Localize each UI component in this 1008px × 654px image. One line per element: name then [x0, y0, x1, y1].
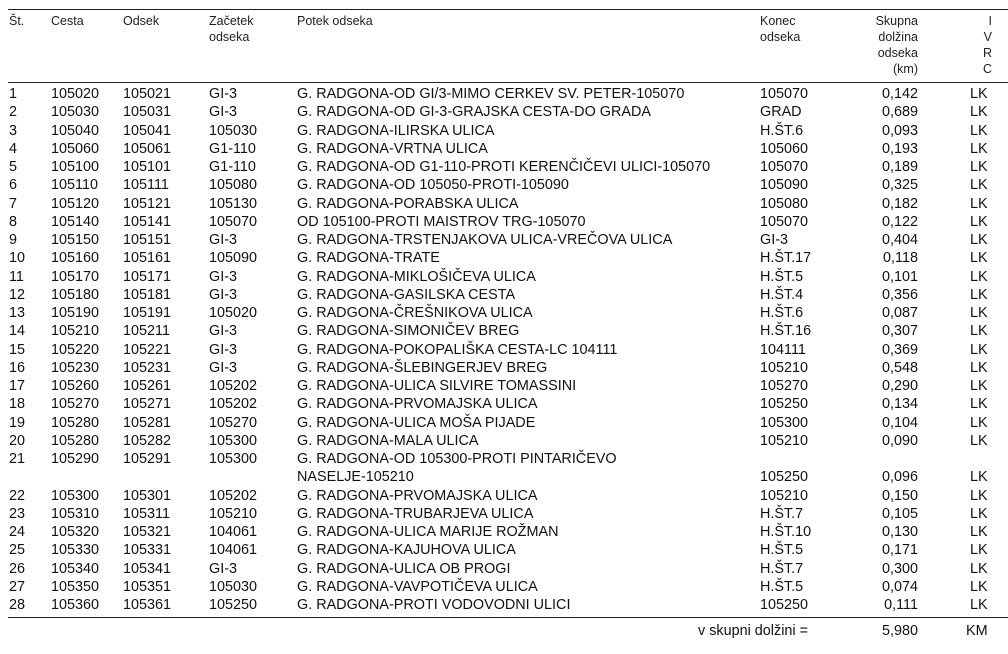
row-number: 16	[9, 359, 26, 376]
row-dolzina: 0,369	[881, 341, 918, 358]
row-konec: 105250	[760, 396, 809, 413]
row-potek: G. RADGONA-GASILSKA CESTA	[297, 286, 516, 303]
row-vrsta: LK	[970, 195, 988, 212]
row-zacetek: GI-3	[209, 268, 237, 285]
row-cesta: 105290	[51, 451, 100, 467]
row-vrsta: LK	[970, 268, 988, 285]
row-odsek: 105351	[123, 578, 172, 595]
row-dolzina: 0,290	[881, 378, 918, 394]
row-vrsta: LK	[970, 505, 988, 522]
row-potek: G. RADGONA-SIMONIČEV BREG	[297, 323, 520, 340]
row-cesta: 105300	[51, 487, 100, 504]
row-potek-continued: NASELJE-105210	[297, 469, 414, 486]
row-cesta: 105280	[51, 414, 100, 431]
row-dolzina: 0,182	[881, 195, 918, 212]
header-cesta: Cesta	[51, 14, 84, 28]
row-dolzina: 0,189	[881, 159, 918, 175]
table-row	[0, 286, 1008, 304]
row-konec: 104111	[760, 341, 806, 358]
row-odsek: 105231	[123, 359, 172, 376]
header-vrsta: I V R C	[982, 14, 992, 76]
table-row	[0, 377, 1008, 395]
row-konec: H.ŠT.16	[760, 323, 812, 340]
table-row	[0, 359, 1008, 377]
table-row	[0, 231, 1008, 249]
row-number: 3	[9, 122, 18, 139]
row-potek: G. RADGONA-VAVPOTIČEVA ULICA	[297, 578, 538, 595]
row-potek: G. RADGONA-OD 105050-PROTI-105090	[297, 177, 569, 194]
row-zacetek: 104061	[209, 542, 258, 559]
row-number: 17	[9, 378, 26, 394]
row-number: 8	[9, 213, 18, 230]
row-zacetek: 105080	[209, 177, 258, 194]
row-dolzina: 0,122	[881, 213, 918, 230]
row-number: 23	[9, 505, 26, 522]
row-dolzina: 0,105	[881, 505, 918, 522]
row-vrsta: LK	[970, 341, 988, 358]
row-konec: GRAD	[760, 104, 802, 121]
row-potek: G. RADGONA-TRUBARJEVA ULICA	[297, 505, 534, 522]
row-vrsta: LK	[970, 359, 988, 376]
row-konec: 105300	[760, 414, 809, 431]
row-vrsta: LK	[970, 86, 988, 102]
row-cesta: 105360	[51, 597, 100, 613]
row-number: 2	[9, 104, 18, 121]
table-row	[0, 560, 1008, 578]
row-number: 15	[9, 341, 26, 358]
row-dolzina: 0,087	[881, 305, 918, 321]
row-vrsta: LK	[970, 524, 988, 540]
row-number: 5	[9, 159, 18, 175]
table-row	[0, 395, 1008, 413]
row-zacetek: 105202	[209, 396, 258, 413]
row-odsek: 105211	[123, 323, 170, 340]
row-zacetek: GI-3	[209, 104, 237, 121]
row-dolzina: 0,171	[881, 542, 918, 559]
total-value: 5,980	[881, 623, 918, 639]
table-row	[0, 414, 1008, 432]
row-cesta: 105230	[51, 359, 100, 376]
row-dolzina: 0,074	[881, 578, 918, 595]
row-odsek: 105141	[123, 213, 172, 230]
row-odsek: 105151	[123, 232, 172, 248]
row-odsek: 105331	[123, 542, 172, 559]
row-vrsta: LK	[970, 140, 988, 157]
row-konec: 105080	[760, 195, 809, 212]
row-cesta: 105310	[51, 505, 100, 522]
table-row	[0, 140, 1008, 158]
row-vrsta: LK	[970, 378, 988, 394]
row-number: 21	[9, 451, 26, 467]
row-potek: G. RADGONA-ULICA SILVIRE TOMASSINI	[297, 378, 577, 394]
row-cesta: 105110	[51, 177, 98, 194]
row-zacetek: 105020	[209, 305, 258, 321]
table-row	[0, 432, 1008, 450]
row-cesta: 105060	[51, 140, 100, 157]
row-number: 27	[9, 578, 26, 595]
row-dolzina: 0,118	[883, 250, 918, 267]
row-number: 20	[9, 432, 26, 449]
row-odsek: 105271	[123, 396, 172, 413]
table-row	[0, 85, 1008, 103]
row-zacetek: 105300	[209, 451, 258, 467]
table-row	[0, 487, 1008, 505]
row-dolzina: 0,142	[881, 86, 918, 102]
table-row	[0, 596, 1008, 614]
row-odsek: 105282	[123, 432, 172, 449]
row-dolzina: 0,193	[881, 140, 918, 157]
row-konec: 105070	[760, 213, 809, 230]
row-dolzina: 0,689	[881, 104, 918, 121]
row-konec: H.ŠT.5	[760, 542, 804, 559]
row-dolzina: 0,111	[884, 597, 918, 613]
row-odsek: 105281	[123, 414, 172, 431]
row-odsek: 105101	[123, 159, 172, 175]
row-zacetek: 105202	[209, 378, 258, 394]
row-zacetek: 105130	[209, 195, 258, 212]
row-vrsta: LK	[970, 286, 988, 303]
header-potek: Potek odseka	[297, 14, 373, 28]
row-vrsta: LK	[970, 578, 988, 595]
header-st: Št.	[9, 14, 25, 28]
row-number: 19	[9, 414, 26, 431]
row-vrsta: LK	[970, 487, 988, 504]
row-zacetek: 105270	[209, 414, 258, 431]
row-potek: G. RADGONA-PRVOMAJSKA ULICA	[297, 396, 538, 413]
row-dolzina: 0,134	[881, 396, 918, 413]
row-cesta: 105330	[51, 542, 100, 559]
row-number: 25	[9, 542, 26, 559]
row-potek: G. RADGONA-ULICA MOŠA PIJADE	[297, 414, 536, 431]
table-row	[0, 249, 1008, 267]
row-potek: G. RADGONA-OD 105300-PROTI PINTARIČEVO	[297, 451, 617, 467]
row-konec: 105250	[760, 469, 809, 486]
row-odsek: 105261	[123, 378, 172, 394]
row-dolzina: 0,325	[881, 177, 918, 194]
row-cesta: 105160	[51, 250, 100, 267]
row-vrsta: LK	[970, 396, 988, 413]
row-dolzina: 0,300	[881, 560, 918, 577]
row-cesta: 105220	[51, 341, 100, 358]
row-number: 14	[9, 323, 26, 340]
row-odsek: 105031	[123, 104, 172, 121]
row-zacetek: 105030	[209, 578, 258, 595]
table-row	[0, 523, 1008, 541]
row-potek: G. RADGONA-KAJUHOVA ULICA	[297, 542, 516, 559]
row-dolzina: 0,104	[881, 414, 918, 431]
top-rule	[8, 9, 1008, 10]
row-odsek: 105361	[123, 597, 172, 613]
row-odsek: 105121	[123, 195, 172, 212]
row-dolzina: 0,130	[881, 524, 918, 540]
row-odsek: 105181	[123, 286, 172, 303]
table-row	[0, 450, 1008, 487]
row-odsek: 105291	[123, 451, 172, 467]
row-cesta: 105180	[51, 286, 100, 303]
table-row	[0, 341, 1008, 359]
row-odsek: 105191	[123, 305, 172, 321]
row-number: 9	[9, 232, 18, 248]
row-vrsta: LK	[970, 432, 988, 449]
row-zacetek: 105210	[209, 505, 258, 522]
row-vrsta: LK	[970, 414, 988, 431]
row-potek: G. RADGONA-OD GI/3-MIMO CERKEV SV. PETER-105070	[297, 86, 685, 102]
row-dolzina: 0,093	[881, 122, 918, 139]
row-potek: G. RADGONA-ULICA MARIJE ROŽMAN	[297, 524, 559, 540]
row-odsek: 105161	[123, 250, 172, 267]
row-cesta: 105020	[51, 86, 100, 102]
row-odsek: 105111	[123, 177, 169, 194]
row-zacetek: GI-3	[209, 560, 237, 577]
row-zacetek: 104061	[209, 524, 258, 540]
row-cesta: 105030	[51, 104, 100, 121]
table-row	[0, 176, 1008, 194]
total-unit: KM	[966, 623, 988, 639]
row-odsek: 105041	[123, 122, 172, 139]
row-number: 28	[9, 597, 26, 613]
table-row	[0, 158, 1008, 176]
row-zacetek: G1-110	[209, 159, 256, 175]
row-potek: G. RADGONA-ULICA OB PROGI	[297, 560, 511, 577]
header-zacetek: Začetek odseka	[209, 14, 254, 44]
row-zacetek: 105250	[209, 597, 258, 613]
header-konec: Konec odseka	[760, 14, 801, 44]
row-konec: 105270	[760, 378, 809, 394]
row-number: 22	[9, 487, 26, 504]
row-dolzina: 0,356	[881, 286, 918, 303]
row-konec: H.ŠT.5	[760, 578, 804, 595]
table-row	[0, 505, 1008, 523]
row-konec: H.ŠT.4	[760, 286, 804, 303]
row-number: 11	[9, 268, 24, 285]
row-potek: G. RADGONA-ILIRSKA ULICA	[297, 122, 495, 139]
row-cesta: 105040	[51, 122, 100, 139]
row-odsek: 105311	[123, 505, 170, 522]
row-dolzina: 0,090	[881, 432, 918, 449]
row-potek: OD 105100-PROTI MAISTROV TRG-105070	[297, 213, 586, 230]
row-konec: 105060	[760, 140, 809, 157]
row-number: 6	[9, 177, 18, 194]
row-cesta: 105320	[51, 524, 100, 540]
row-potek: G. RADGONA-MIKLOŠIČEVA ULICA	[297, 268, 536, 285]
header-odsek: Odsek	[123, 14, 160, 28]
table-row	[0, 578, 1008, 596]
row-potek: G. RADGONA-TRATE	[297, 250, 440, 267]
row-konec: 105090	[760, 177, 809, 194]
row-konec: H.ŠT.6	[760, 122, 804, 139]
bottom-rule	[8, 617, 1008, 618]
row-vrsta: LK	[970, 305, 988, 321]
row-konec: H.ŠT.6	[760, 305, 804, 321]
row-konec: 105210	[760, 432, 809, 449]
table-row	[0, 213, 1008, 231]
row-konec: H.ŠT.7	[760, 505, 804, 522]
row-potek: G. RADGONA-VRTNA ULICA	[297, 140, 488, 157]
row-cesta: 105280	[51, 432, 100, 449]
table-row	[0, 122, 1008, 140]
row-vrsta: LK	[970, 250, 988, 267]
row-konec: GI-3	[760, 232, 788, 248]
row-cesta: 105120	[51, 195, 100, 212]
row-potek: G. RADGONA-TRSTENJAKOVA ULICA-VREČOVA ULICA	[297, 232, 673, 248]
row-cesta: 105150	[51, 232, 100, 248]
row-potek: G. RADGONA-POKOPALIŠKA CESTA-LC 104111	[297, 341, 618, 358]
row-zacetek: 105090	[209, 250, 258, 267]
row-vrsta: LK	[970, 104, 988, 121]
row-zacetek: 105070	[209, 213, 258, 230]
row-cesta: 105270	[51, 396, 100, 413]
row-zacetek: GI-3	[209, 323, 237, 340]
row-vrsta: LK	[970, 213, 988, 230]
row-zacetek: GI-3	[209, 341, 237, 358]
row-vrsta: LK	[970, 232, 988, 248]
row-konec: 105210	[760, 359, 809, 376]
row-cesta: 105210	[51, 323, 100, 340]
row-potek: G. RADGONA-PROTI VODOVODNI ULICI	[297, 597, 571, 613]
row-konec: 105070	[760, 86, 809, 102]
table-row	[0, 322, 1008, 340]
header-rule	[8, 82, 1008, 83]
row-number: 18	[9, 396, 26, 413]
row-vrsta: LK	[970, 560, 988, 577]
row-cesta: 105140	[51, 213, 100, 230]
row-konec: 105210	[760, 487, 809, 504]
row-cesta: 105100	[51, 159, 100, 175]
row-dolzina: 0,404	[881, 232, 918, 248]
row-number: 1	[9, 86, 18, 102]
row-number: 13	[9, 305, 26, 321]
row-dolzina: 0,096	[881, 469, 918, 486]
row-cesta: 105260	[51, 378, 100, 394]
row-potek: G. RADGONA-OD GI-3-GRAJSKA CESTA-DO GRADA	[297, 104, 651, 121]
table-row	[0, 103, 1008, 121]
row-vrsta: LK	[970, 177, 988, 194]
row-dolzina: 0,150	[881, 487, 918, 504]
row-odsek: 105061	[123, 140, 172, 157]
table-row	[0, 304, 1008, 322]
row-cesta: 105340	[51, 560, 100, 577]
row-konec: H.ŠT.10	[760, 524, 812, 540]
row-potek: G. RADGONA-ŠLEBINGERJEV BREG	[297, 359, 548, 376]
row-konec: 105070	[760, 159, 809, 175]
row-odsek: 105221	[123, 341, 172, 358]
row-number: 7	[9, 195, 18, 212]
row-number: 4	[9, 140, 18, 157]
row-potek: G. RADGONA-OD G1-110-PROTI KERENČIČEVI ULICI-105070	[297, 159, 711, 175]
row-vrsta: LK	[970, 469, 988, 486]
row-potek: G. RADGONA-PRVOMAJSKA ULICA	[297, 487, 538, 504]
row-konec: H.ŠT.17	[760, 250, 812, 267]
row-cesta: 105170	[51, 268, 100, 285]
row-number: 24	[9, 524, 26, 540]
row-cesta: 105350	[51, 578, 100, 595]
row-zacetek: G1-110	[209, 140, 256, 157]
row-vrsta: LK	[970, 159, 988, 175]
row-konec: 105250	[760, 597, 809, 613]
row-vrsta: LK	[970, 597, 988, 613]
row-number: 26	[9, 560, 26, 577]
row-dolzina: 0,548	[881, 359, 918, 376]
row-odsek: 105341	[123, 560, 172, 577]
row-zacetek: 105300	[209, 432, 258, 449]
row-odsek: 105321	[123, 524, 172, 540]
row-zacetek: GI-3	[209, 359, 237, 376]
table-row	[0, 195, 1008, 213]
row-odsek: 105171	[123, 268, 172, 285]
row-odsek: 105301	[123, 487, 172, 504]
row-number: 12	[9, 286, 26, 303]
row-vrsta: LK	[970, 122, 988, 139]
row-vrsta: LK	[970, 323, 988, 340]
row-konec: H.ŠT.5	[760, 268, 804, 285]
table-row	[0, 541, 1008, 559]
row-potek: G. RADGONA-PORABSKA ULICA	[297, 195, 519, 212]
row-number: 10	[9, 250, 26, 267]
row-dolzina: 0,101	[881, 268, 918, 285]
row-zacetek: 105202	[209, 487, 258, 504]
row-potek: G. RADGONA-ČREŠNIKOVA ULICA	[297, 305, 533, 321]
row-vrsta: LK	[970, 542, 988, 559]
total-label: v skupni dolžini =	[698, 623, 808, 639]
table-row	[0, 268, 1008, 286]
row-zacetek: GI-3	[209, 86, 237, 102]
header-dolzina: Skupna dolžina odseka (km)	[875, 14, 918, 76]
row-potek: G. RADGONA-MALA ULICA	[297, 432, 479, 449]
row-konec: H.ŠT.7	[760, 560, 804, 577]
row-zacetek: GI-3	[209, 286, 237, 303]
row-zacetek: GI-3	[209, 232, 237, 248]
row-odsek: 105021	[123, 86, 172, 102]
row-zacetek: 105030	[209, 122, 258, 139]
row-cesta: 105190	[51, 305, 100, 321]
row-dolzina: 0,307	[881, 323, 918, 340]
